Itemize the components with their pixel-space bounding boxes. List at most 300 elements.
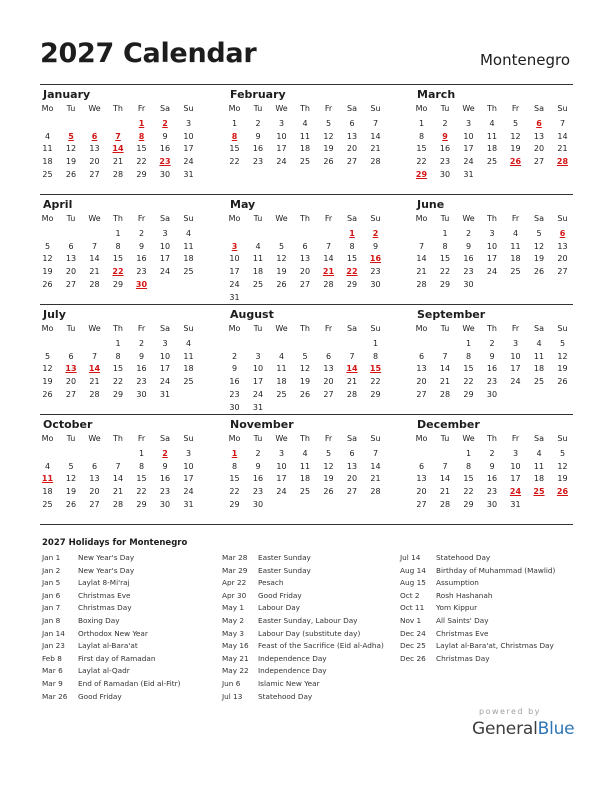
date-cell: 18: [486, 144, 498, 154]
date-cell: 2: [489, 449, 495, 458]
holiday-date: May 3: [222, 628, 245, 638]
holiday-date-cell: 13: [65, 364, 77, 374]
date-cell: 20: [346, 474, 358, 484]
date-cell: 25: [299, 157, 311, 167]
brand-general: General: [472, 719, 538, 739]
date-cell: 21: [346, 377, 358, 387]
date-cell: 30: [463, 279, 474, 289]
date-cell: 15: [112, 364, 124, 374]
holiday-date-cell: 14: [88, 364, 101, 374]
date-cell: 5: [325, 119, 332, 128]
weekday-label: Tu: [440, 434, 450, 443]
date-cell: 17: [276, 474, 287, 484]
date-cell: 9: [255, 461, 261, 471]
weekday-label: Mo: [228, 434, 241, 443]
holiday-date-cell: 26: [509, 157, 522, 167]
date-cell: 22: [229, 487, 240, 497]
date-cell: 4: [302, 119, 308, 128]
date-cell: 18: [252, 267, 264, 277]
date-cell: 30: [486, 389, 498, 399]
date-cell: 25: [299, 487, 311, 497]
date-cell: 23: [463, 267, 474, 277]
date-cell: 3: [465, 119, 472, 128]
date-cell: 4: [536, 339, 542, 348]
weekday-label: Th: [300, 104, 310, 113]
date-cell: 11: [252, 254, 264, 264]
date-cell: 24: [276, 487, 287, 497]
weekday-label: Sa: [347, 434, 357, 443]
date-cell: 27: [346, 487, 358, 497]
date-cell: 9: [465, 241, 472, 251]
holiday-name: Independence Day: [258, 666, 327, 676]
date-cell: 13: [89, 144, 100, 154]
date-cell: 13: [89, 474, 100, 484]
holidays-title: 2027 Holidays for Montenegro: [42, 538, 188, 548]
holiday-date: Jul 14: [400, 553, 421, 562]
weekday-label: Tu: [66, 324, 76, 333]
holiday-name: Pesach: [258, 578, 284, 588]
date-cell: 28: [346, 389, 358, 399]
date-cell: 24: [463, 157, 474, 167]
date-cell: 22: [439, 267, 451, 277]
weekday-label: Th: [300, 434, 310, 443]
date-cell: 29: [439, 279, 451, 289]
date-cell: 9: [162, 131, 168, 141]
date-cell: 28: [89, 279, 100, 289]
date-cell: 1: [465, 449, 472, 458]
weekday-label: Th: [300, 214, 310, 223]
date-cell: 8: [349, 241, 355, 251]
country-name: Montenegro: [479, 51, 570, 69]
date-cell: 6: [91, 461, 98, 471]
weekday-label: Tu: [253, 434, 263, 443]
date-cell: 7: [442, 461, 448, 471]
holiday-date: Dec 25: [400, 641, 426, 651]
date-cell: 18: [299, 474, 311, 484]
date-cell: 22: [370, 377, 381, 387]
date-cell: 14: [370, 131, 381, 141]
date-cell: 22: [112, 377, 124, 387]
date-cell: 1: [231, 119, 238, 128]
date-cell: 10: [276, 461, 287, 471]
holiday-date-cell: 6: [91, 131, 98, 141]
holiday-date-cell: 5: [68, 131, 74, 141]
date-cell: 25: [183, 267, 194, 277]
holiday-date-cell: 1: [138, 119, 145, 128]
holiday-date-cell: 25: [533, 487, 545, 497]
holiday-date-cell: 26: [556, 487, 569, 497]
holiday-date: Jul 13: [222, 691, 243, 701]
holiday-date: Apr 22: [222, 578, 247, 588]
date-cell: 19: [557, 474, 568, 484]
weekday-label: Mo: [415, 434, 428, 443]
date-cell: 19: [65, 157, 77, 167]
date-cell: 8: [442, 241, 448, 251]
date-cell: 30: [159, 499, 171, 509]
date-cell: 20: [416, 377, 427, 387]
holiday-name: New Year's Day: [78, 553, 135, 562]
date-cell: 20: [89, 157, 100, 167]
month-name: August: [230, 308, 274, 321]
date-cell: 4: [44, 131, 51, 141]
weekday-label: Sa: [160, 104, 170, 113]
holiday-date: Mar 28: [222, 553, 248, 562]
date-cell: 4: [278, 351, 285, 361]
weekday-label: Mo: [415, 214, 428, 223]
date-cell: 6: [418, 461, 425, 471]
date-cell: 20: [346, 144, 358, 154]
date-cell: 12: [510, 131, 521, 141]
date-cell: 13: [533, 131, 545, 141]
date-cell: 25: [510, 267, 521, 277]
date-cell: 6: [302, 241, 308, 251]
date-cell: 24: [159, 267, 171, 277]
date-cell: 3: [162, 339, 168, 348]
date-cell: 19: [42, 377, 53, 387]
holiday-date-cell: 30: [135, 279, 148, 289]
weekday-label: Fr: [137, 434, 146, 443]
date-cell: 6: [349, 449, 355, 458]
date-cell: 16: [252, 144, 264, 154]
date-cell: 17: [486, 254, 498, 264]
holiday-name: Laylat 8-Mi'raj: [78, 578, 130, 588]
date-cell: 22: [136, 157, 147, 167]
weekday-label: Su: [183, 434, 194, 443]
holiday-date: Jan 23: [42, 641, 65, 651]
date-cell: 17: [183, 474, 194, 484]
date-cell: 19: [323, 474, 334, 484]
date-cell: 12: [42, 364, 53, 374]
weekday-label: Fr: [324, 214, 333, 223]
holiday-date: Aug 15: [400, 578, 426, 588]
date-cell: 7: [442, 351, 448, 361]
date-cell: 15: [439, 254, 451, 264]
date-cell: 16: [136, 254, 147, 264]
date-cell: 5: [302, 351, 308, 361]
date-cell: 21: [89, 267, 100, 277]
date-cell: 14: [370, 461, 381, 471]
date-cell: 12: [323, 131, 334, 141]
date-cell: 31: [463, 169, 474, 179]
holiday-date: Feb 8: [42, 653, 62, 663]
date-cell: 29: [136, 169, 147, 179]
month-name: December: [417, 418, 480, 431]
date-cell: 18: [276, 377, 287, 387]
date-cell: 10: [276, 131, 287, 141]
date-cell: 19: [276, 267, 287, 277]
date-cell: 18: [42, 157, 53, 167]
weekday-label: Th: [113, 434, 123, 443]
date-cell: 1: [442, 229, 448, 238]
date-cell: 8: [465, 461, 472, 471]
date-cell: 13: [323, 364, 334, 374]
weekday-label: We: [88, 324, 101, 333]
date-cell: 9: [372, 241, 379, 251]
date-cell: 25: [42, 499, 53, 509]
date-cell: 3: [185, 119, 192, 128]
date-cell: 3: [162, 229, 168, 238]
date-cell: 4: [512, 229, 519, 238]
date-cell: 2: [442, 119, 448, 128]
date-cell: 27: [346, 157, 358, 167]
date-cell: 17: [510, 364, 521, 374]
date-cell: 13: [299, 254, 311, 264]
holiday-date: May 21: [222, 653, 249, 663]
date-cell: 11: [299, 131, 311, 141]
date-cell: 8: [231, 461, 238, 471]
date-cell: 8: [418, 131, 425, 141]
weekday-label: Su: [183, 324, 194, 333]
month-name: February: [230, 88, 286, 101]
weekday-label: Fr: [137, 324, 146, 333]
date-cell: 29: [346, 279, 358, 289]
holiday-date: Oct 11: [400, 603, 425, 613]
date-cell: 29: [112, 389, 124, 399]
date-cell: 26: [42, 279, 53, 289]
date-cell: 23: [229, 389, 240, 399]
date-cell: 14: [323, 254, 334, 264]
date-cell: 25: [183, 377, 194, 387]
holiday-date-cell: 6: [559, 229, 566, 238]
date-cell: 4: [255, 241, 261, 251]
date-cell: 17: [463, 144, 474, 154]
date-cell: 10: [252, 364, 264, 374]
date-cell: 24: [183, 487, 194, 497]
holiday-date-cell: 24: [509, 487, 522, 497]
holiday-name: Laylat al-Bara'at, Christmas Day: [436, 641, 554, 651]
month-name: November: [230, 418, 294, 431]
date-cell: 12: [42, 254, 53, 264]
date-cell: 11: [299, 461, 311, 471]
holiday-name: Yom Kippur: [436, 603, 478, 613]
month-name: September: [417, 308, 486, 321]
date-cell: 31: [159, 389, 171, 399]
holiday-name: Statehood Day: [258, 691, 313, 701]
date-cell: 30: [486, 499, 498, 509]
date-cell: 7: [325, 241, 332, 251]
holiday-date: May 16: [222, 641, 249, 651]
date-cell: 13: [346, 461, 358, 471]
date-cell: 18: [42, 487, 53, 497]
date-cell: 23: [252, 487, 264, 497]
date-cell: 27: [89, 499, 100, 509]
holiday-date-cell: 3: [231, 241, 238, 251]
weekday-label: We: [462, 104, 475, 113]
holiday-date-cell: 16: [369, 254, 382, 264]
date-cell: 10: [510, 461, 521, 471]
date-cell: 5: [559, 339, 566, 348]
weekday-label: Fr: [137, 104, 146, 113]
weekday-label: Sa: [347, 104, 357, 113]
date-cell: 7: [349, 351, 355, 361]
month-name: June: [417, 198, 445, 211]
date-cell: 28: [112, 499, 124, 509]
date-cell: 19: [533, 254, 545, 264]
holiday-date: Jan 5: [42, 578, 61, 588]
holiday-name: Easter Sunday, Labour Day: [258, 615, 358, 625]
date-cell: 2: [465, 229, 472, 238]
date-cell: 21: [370, 474, 381, 484]
date-cell: 24: [510, 377, 521, 387]
month-name: May: [230, 198, 256, 211]
date-cell: 20: [65, 267, 77, 277]
weekday-label: Mo: [228, 104, 241, 113]
holiday-date: Mar 6: [42, 666, 63, 676]
weekday-label: Fr: [511, 324, 520, 333]
weekday-label: Fr: [511, 104, 520, 113]
date-cell: 26: [557, 377, 568, 387]
date-cell: 20: [65, 377, 77, 387]
holiday-date-cell: 8: [138, 131, 145, 141]
holiday-date: May 22: [222, 666, 249, 676]
calendar-quarter-row: [40, 84, 573, 194]
date-cell: 20: [89, 487, 100, 497]
weekday-label: Th: [113, 104, 123, 113]
weekday-label: Tu: [66, 214, 76, 223]
date-cell: 6: [349, 119, 355, 128]
holiday-name: Laylat al-Bara'at: [78, 641, 138, 651]
date-cell: 14: [557, 131, 568, 141]
date-cell: 9: [138, 351, 145, 361]
date-cell: 25: [486, 157, 498, 167]
date-cell: 7: [91, 351, 98, 361]
date-cell: 12: [299, 364, 311, 374]
date-cell: 26: [533, 267, 545, 277]
holiday-date-cell: 22: [112, 267, 124, 277]
date-cell: 5: [559, 449, 566, 458]
date-cell: 3: [255, 351, 261, 361]
date-cell: 22: [229, 157, 240, 167]
date-cell: 6: [418, 351, 425, 361]
weekday-label: We: [88, 214, 101, 223]
date-cell: 23: [159, 487, 171, 497]
date-cell: 29: [463, 499, 474, 509]
date-cell: 30: [439, 169, 451, 179]
holiday-date-cell: 21: [322, 267, 335, 277]
date-cell: 25: [252, 279, 264, 289]
date-cell: 7: [115, 461, 121, 471]
calendar-quarter-row: [40, 194, 573, 304]
weekday-label: We: [275, 104, 288, 113]
weekday-label: Su: [183, 214, 194, 223]
date-cell: 14: [439, 474, 451, 484]
holiday-date-cell: 1: [231, 449, 238, 458]
date-cell: 26: [42, 389, 53, 399]
holiday-name: Christmas Day: [78, 603, 132, 613]
date-cell: 9: [231, 364, 238, 374]
date-cell: 16: [136, 364, 147, 374]
date-cell: 28: [370, 487, 381, 497]
holiday-name: Christmas Day: [436, 653, 490, 663]
weekday-label: Fr: [137, 214, 146, 223]
date-cell: 23: [486, 487, 498, 497]
date-cell: 27: [557, 267, 568, 277]
date-cell: 8: [115, 241, 121, 251]
weekday-label: Th: [300, 324, 310, 333]
date-cell: 28: [416, 279, 427, 289]
date-cell: 16: [463, 254, 474, 264]
date-cell: 19: [299, 377, 311, 387]
date-cell: 19: [42, 267, 53, 277]
date-cell: 20: [299, 267, 311, 277]
weekday-label: We: [462, 214, 475, 223]
date-cell: 24: [183, 157, 194, 167]
date-cell: 23: [136, 377, 147, 387]
holiday-date-cell: 14: [112, 144, 124, 154]
date-cell: 8: [465, 351, 472, 361]
date-cell: 17: [252, 377, 264, 387]
calendar-divider: [40, 524, 573, 525]
date-cell: 4: [489, 119, 495, 128]
weekday-label: Th: [113, 324, 123, 333]
date-cell: 4: [185, 229, 192, 238]
date-cell: 18: [183, 254, 194, 264]
holiday-date: Jun 6: [222, 678, 241, 688]
date-cell: 9: [489, 461, 495, 471]
weekday-label: Su: [557, 324, 568, 333]
date-cell: 15: [229, 474, 240, 484]
date-cell: 7: [372, 119, 379, 128]
weekday-label: Su: [183, 104, 194, 113]
date-cell: 31: [229, 292, 240, 302]
holiday-name: First day of Ramadan: [78, 653, 156, 663]
generalblue-logo[interactable]: [472, 719, 574, 739]
holiday-date-cell: 6: [536, 119, 542, 128]
holiday-date: Jan 6: [42, 590, 61, 600]
date-cell: 31: [183, 169, 194, 179]
date-cell: 13: [557, 241, 568, 251]
date-cell: 12: [557, 351, 568, 361]
date-cell: 26: [276, 279, 287, 289]
date-cell: 5: [278, 241, 285, 251]
holiday-name: Rosh Hashanah: [436, 590, 493, 600]
date-cell: 4: [185, 339, 192, 348]
date-cell: 6: [325, 351, 332, 361]
weekday-label: Sa: [347, 324, 357, 333]
weekday-label: Fr: [511, 434, 520, 443]
date-cell: 17: [510, 474, 521, 484]
date-cell: 13: [346, 131, 358, 141]
date-cell: 11: [42, 144, 53, 154]
date-cell: 7: [418, 241, 425, 251]
date-cell: 3: [278, 449, 285, 458]
date-cell: 29: [112, 279, 124, 289]
date-cell: 11: [486, 131, 498, 141]
weekday-label: Su: [370, 324, 381, 333]
weekday-label: Mo: [415, 324, 428, 333]
holiday-name: End of Ramadan (Eid al-Fitr): [78, 678, 181, 688]
date-cell: 18: [299, 144, 311, 154]
date-cell: 23: [486, 377, 498, 387]
weekday-label: Tu: [253, 214, 263, 223]
date-cell: 21: [89, 377, 100, 387]
holiday-date: Jan 14: [42, 628, 65, 638]
date-cell: 11: [533, 461, 545, 471]
holiday-date-cell: 8: [231, 131, 238, 141]
date-cell: 2: [255, 119, 261, 128]
weekday-label: Su: [557, 104, 568, 113]
powered-by-label: powered by: [479, 707, 541, 716]
date-cell: 26: [299, 389, 311, 399]
date-cell: 27: [299, 279, 311, 289]
holiday-date-cell: 11: [41, 474, 54, 484]
weekday-label: Tu: [253, 104, 263, 113]
holiday-date-cell: 22: [346, 267, 358, 277]
holiday-date: May 2: [222, 615, 245, 625]
holiday-name: Birthday of Muhammad (Mawlid): [436, 565, 556, 575]
date-cell: 10: [229, 254, 240, 264]
date-cell: 6: [68, 351, 74, 361]
